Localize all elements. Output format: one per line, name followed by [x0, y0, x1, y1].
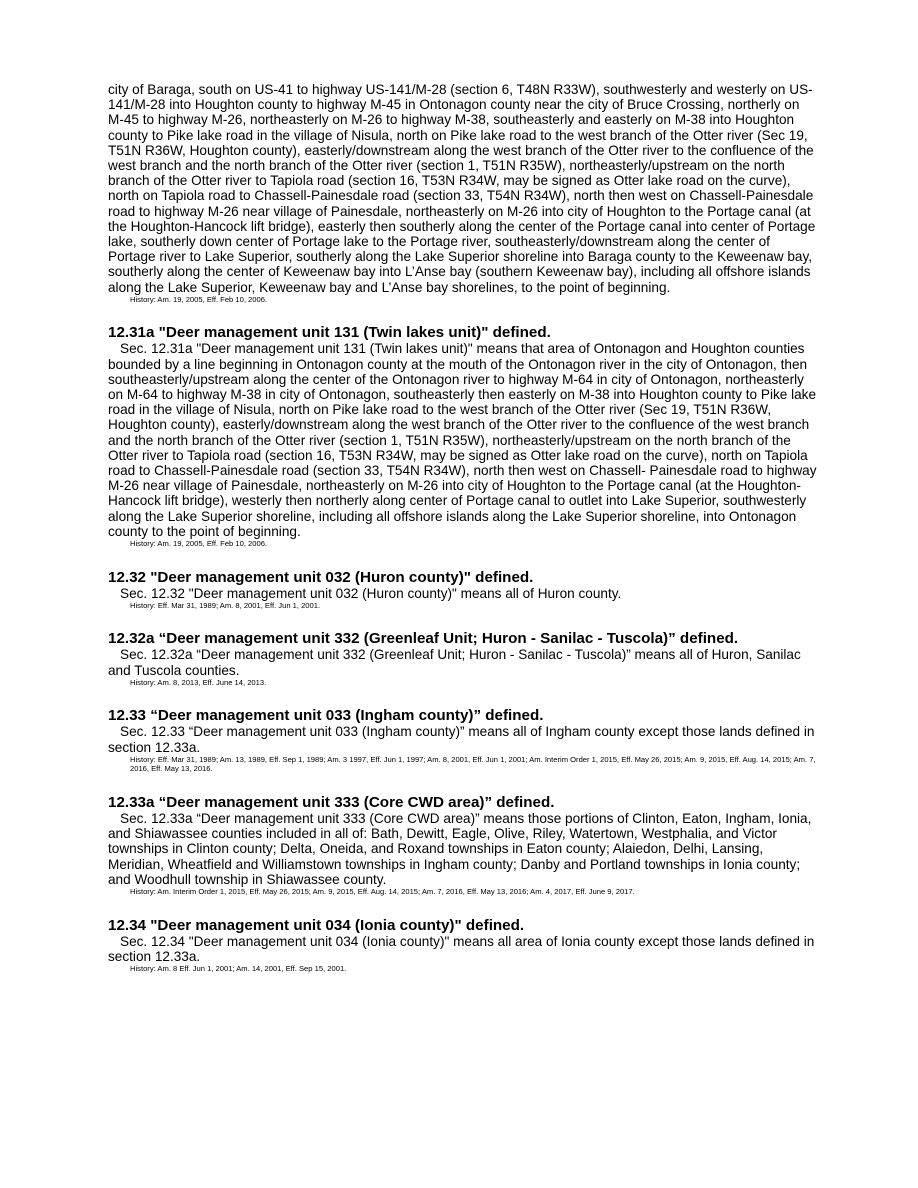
- intro-section: [108, 82, 818, 304]
- section-heading: 12.33a “Deer management unit 333 (Core CWD area)” defined.: [108, 794, 555, 812]
- section-body: Sec. 12.32 "Deer management unit 032 (Huron county)" means all of Huron county.: [120, 585, 622, 601]
- history-note: History: Am. 19, 2005, Eff. Feb 10, 2006.: [130, 539, 268, 549]
- section-body: Sec. 12.33 “Deer management unit 033 (Ingham county)” means all of Ingham county except those lands defined in section 12.33a.: [108, 724, 815, 755]
- section-heading: 12.34 "Deer management unit 034 (Ionia county)" defined.: [108, 916, 525, 934]
- history-note: History: Am. 8, 2013, Eff. June 14, 2013.: [130, 677, 267, 687]
- section-12-32a: [108, 630, 818, 687]
- section-12-34: [108, 917, 818, 974]
- history-note: History: Eff. Mar 31, 1989; Am. 13, 1989, Eff. Sep 1, 1989; Am. 3 1997, Eff. Jun 1, 1997; Am. 8, 2001, Eff. Jun 1, 2001; Am. Interim Order 1, 2015, Eff. May 26, 2015; Am. 9, 2015, Eff. Aug. 14, 2015; Am. 7, 2016, Eff. May 13, 2016.: [130, 754, 816, 774]
- section-heading: 12.32a “Deer management unit 332 (Greenleaf Unit; Huron - Sanilac - Tuscola)” defined.: [108, 630, 739, 648]
- history-note: History: Eff. Mar 31, 1989; Am. 8, 2001, Eff. Jun 1, 2001.: [130, 600, 321, 610]
- section-heading: 12.32 "Deer management unit 032 (Huron county)" defined.: [108, 568, 534, 586]
- section-12-31a: [108, 324, 818, 548]
- intro-paragraph: city of Baraga, south on US-41 to highway US-141/M-28 (section 6, T48N R33W), southwesterly and westerly on US-141/M-28 into Houghton county to highway M-45 in Ontonagon county near the city of Bruce Crossing, northerly on M-45 to highway M-26, northeasterly on M-26 to highway M-38, southeasterly and easterly on M-38 into Houghton county to Pike lake road in the village of Nisula, north on Pike lake road to the west branch of the Otter river (Sec 19, T51N R36W, Houghton county), easterly/downstream along the west branch of the Otter river to the confluence of the west branch and the north branch of the Otter river (section 1, T51N R35W), northeasterly/upstream on the north branch of the Otter river to Tapiola road (section 16, T53N R34W, may be signed as Otter lake road on the curve), north on Tapiola road to Chassell-Painesdale road (section 33, T54N R34W), north then west on Chassell-Painesdale road to highway M-26 near village of Painesdale, northeasterly on M-26 into city of Houghton to the Portage canal (at the Houghton-Hancock lift bridge), easterly then southerly along the center of the Portage canal into center of Portage lake, southerly down center of Portage lake to the Portage river, southeasterly/downstream along the center of Portage river to Lake Superior, southerly along the Lake Superior shoreline into Baraga county to the Keweenaw bay, southerly along the center of Keweenaw bay into L’Anse bay (southern Keweenaw bay), including all offshore islands along the Lake Superior, Keweenaw bay and L’Anse bay shorelines, to the point of beginning.: [108, 82, 816, 295]
- section-heading: 12.33 “Deer management unit 033 (Ingham county)” defined.: [108, 707, 544, 725]
- section-heading: 12.31a "Deer management unit 131 (Twin lakes unit)" defined.: [108, 324, 551, 342]
- section-12-33: [108, 707, 818, 774]
- section-body: Sec. 12.34 "Deer management unit 034 (Ionia county)" means all area of Ionia county except those lands defined in section 12.33a.: [108, 933, 815, 964]
- history-note: History: Am. Interim Order 1, 2015, Eff. May 26, 2015; Am. 9, 2015, Eff. Aug. 14, 2015; Am. 7, 2016, Eff. May 13, 2016; Am. 4, 2017, Eff. June 9, 2017.: [130, 887, 635, 897]
- section-body: Sec. 12.32a “Deer management unit 332 (Greenleaf Unit; Huron - Sanilac - Tuscola)” means all of Huron, Sanilac and Tuscola counties.: [108, 647, 801, 678]
- section-body: Sec. 12.31a "Deer management unit 131 (Twin lakes unit)" means that area of Ontonagon and Houghton counties bounded by a line beginning in Ontonagon county at the mouth of the Ontonagon river in the city of Ontonagon, then southeasterly/upstream along the center of the Ontonagon river to highway M-64 in city of Ontonagon, northeasterly on M-64 to highway M-38 in city of Ontonagon, southeasterly then easterly on M-38 into Houghton county to Pike lake road in the village of Nisula, north on Pike lake road to the west branch of the Otter river (Sec 19, T51N R36W, Houghton county), easterly/downstream along the west branch of the Otter river to the confluence of the west branch and the north branch of the Otter river (section 1, T51N R35W), northeasterly/upstream on the north branch of the Otter river to Tapiola road (section 16, T53N R34W, may be signed as Otter lake road on the curve), north on Tapiola road to Chassell-Painesdale road (section 33, T54N R34W), north then west on Chassell- Painesdale road to highway M-26 near village of Painesdale, northeasterly on M-26 into city of Houghton to the Portage canal (at the Houghton-Hancock lift bridge), westerly then northerly along center of Portage canal to outlet into Lake Superior, southwesterly along the Lake Superior shoreline, including all offshore islands along the Lake Superior shoreline, into Ontonagon county to the point of beginning.: [108, 341, 817, 539]
- section-body: Sec. 12.33a “Deer management unit 333 (Core CWD area)” means those portions of Clinton, Eaton, Ingham, Ionia, and Shiawassee counties included in all of: Bath, Dewitt, Eagle, Olive, Riley, Watertown, Westphalia, and Victor townships in Clinton county; Delta, Oneida, and Roxand townships in Eaton county; Alaiedon, Delhi, Lansing, Meridian, Wheatfield and Williamstown townships in Ingham county; Danby and Portland townships in Ionia county; and Woodhull township in Shiawassee county.: [108, 811, 812, 887]
- section-12-32: [108, 569, 818, 611]
- section-12-33a: [108, 794, 818, 897]
- history-note: History: Am. 19, 2005, Eff. Feb 10, 2006.: [130, 294, 268, 304]
- history-note: History: Am. 8 Eff. Jun 1, 2001; Am. 14, 2001, Eff. Sep 15, 2001.: [130, 964, 347, 974]
